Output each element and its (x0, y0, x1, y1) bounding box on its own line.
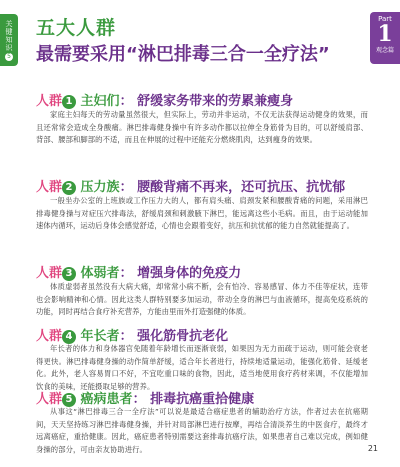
section-separator: ： (119, 329, 133, 344)
page-subtitle: 最需要采用“淋巴排毒三合一全疗法” (36, 44, 330, 65)
section-label: 人群 (36, 266, 63, 281)
section-description: 舒缓家务带来的劳累兼瘦身 (137, 94, 294, 109)
section-role: 压力族 (80, 180, 120, 195)
section-separator: ： (119, 180, 133, 195)
section-role: 体弱者 (80, 266, 120, 281)
side-tab-char: 知 (5, 35, 13, 44)
section-number-badge: 5 (62, 393, 76, 407)
section-heading (36, 262, 241, 281)
page-number: 21 (367, 444, 378, 453)
section-heading (36, 388, 254, 407)
side-tab-number: 5 (5, 53, 13, 61)
side-section-tab (0, 14, 18, 66)
section-label: 人群 (36, 180, 63, 195)
section-number-badge: 1 (62, 95, 76, 109)
section-role: 主妇们 (80, 94, 120, 109)
section-number-badge: 4 (62, 330, 76, 344)
section-separator: ： (132, 392, 146, 407)
section-paragraph: 体质虚弱者虽然没有大病大痛，却常常小病不断，会有怕冷、容易感冒、体力不佳等症状，连带也会影响精神和心情。因此这类人群特别要多加运动，带动全身的淋巴与血液循环，提高免疫系统的功能，同时再结合食疗补充营养，方能由里而外打造强健的体质。 (36, 282, 368, 316)
section-description: 腰酸背痛不再来，还可抗压、抗忧郁 (137, 180, 346, 195)
section-description: 增强身体的免疫力 (137, 266, 242, 281)
section-label: 人群 (36, 329, 63, 344)
section-number-badge: 2 (62, 181, 76, 195)
section-description: 强化筋骨抗老化 (137, 329, 229, 344)
section-role: 年长者 (80, 329, 120, 344)
section-role: 癌病患者 (80, 392, 133, 407)
part-word: Part (378, 15, 392, 23)
side-tab-char: 键 (5, 27, 13, 36)
page-title: 五大人群 (36, 17, 117, 39)
section-heading (36, 176, 345, 195)
section-paragraph: 年长者的体力和身体器官免随着年龄增长而逐渐衰弱，如果因为无力而疏于运动，则可能会衰老得更快。淋巴排毒健身操的动作简单舒缓，适合年长者进行，持续地适量运动，能强化筋骨、延缓老化。此外，老人容易胃口不好，不宜吃重口味的食物，因此，适当地使用食疗药材来调，不仅能增加饮食的美味，还能摄取足够的营养。 (36, 344, 368, 391)
section-label: 人群 (36, 392, 63, 407)
section-number-badge: 3 (62, 267, 76, 281)
part-subtitle: 观念篇 (375, 47, 394, 54)
section-paragraph: 家庭主妇每天的劳动量虽然很大，但实际上，劳动并非运动，不仅无法获得运动健身的效果，而且还常常会造成全身酸痛。淋巴排毒健身操中有许多动作都以拉伸全身筋骨为目的，可以舒缓肩部、背部、腰部和脚部的不适，而且在伸展的过程中还能充分燃烧肌肉，达到瘦身的效果。 (36, 110, 368, 144)
section-description: 排毒抗癌重拾健康 (150, 392, 255, 407)
side-tab-char: 识 (5, 43, 13, 52)
section-heading (36, 325, 228, 344)
section-paragraph: 从事这“淋巴排毒三合一全疗法”可以说是最适合癌症患者的辅助治疗方法，作者过去在抗癌期间，天天坚持练习淋巴排毒健身操，并针对局部淋巴进行按摩，再结合清淡养生的中医食疗，最终才远离癌症，重拾健康。因此，癌症患者特别需要这套排毒抗癌疗法，如果患者自己难以完成，例如健身操的部分，可由亲友协助进行。 (36, 407, 368, 454)
section-label: 人群 (36, 94, 63, 109)
section-paragraph: 一般坐办公室的上班族或工作压力大的人，都有肩头痛、肩颈发紧和腰酸背痛的问题，采用淋巴排毒健身操与对症压穴排毒法，舒缓肩颈和刺激腋下淋巴，能远离这些小毛病。而且，由于运动能加速体内循环，运动后身体会感觉舒适，心情也会跟着变好，抗压和抗忧郁的能力自然就能提高了。 (36, 196, 368, 230)
side-tab-char: 关 (5, 19, 13, 28)
section-separator: ： (119, 94, 133, 109)
part-number: 1 (377, 21, 393, 47)
section-separator: ： (119, 266, 133, 281)
part-tab (370, 12, 400, 64)
section-heading (36, 90, 293, 109)
